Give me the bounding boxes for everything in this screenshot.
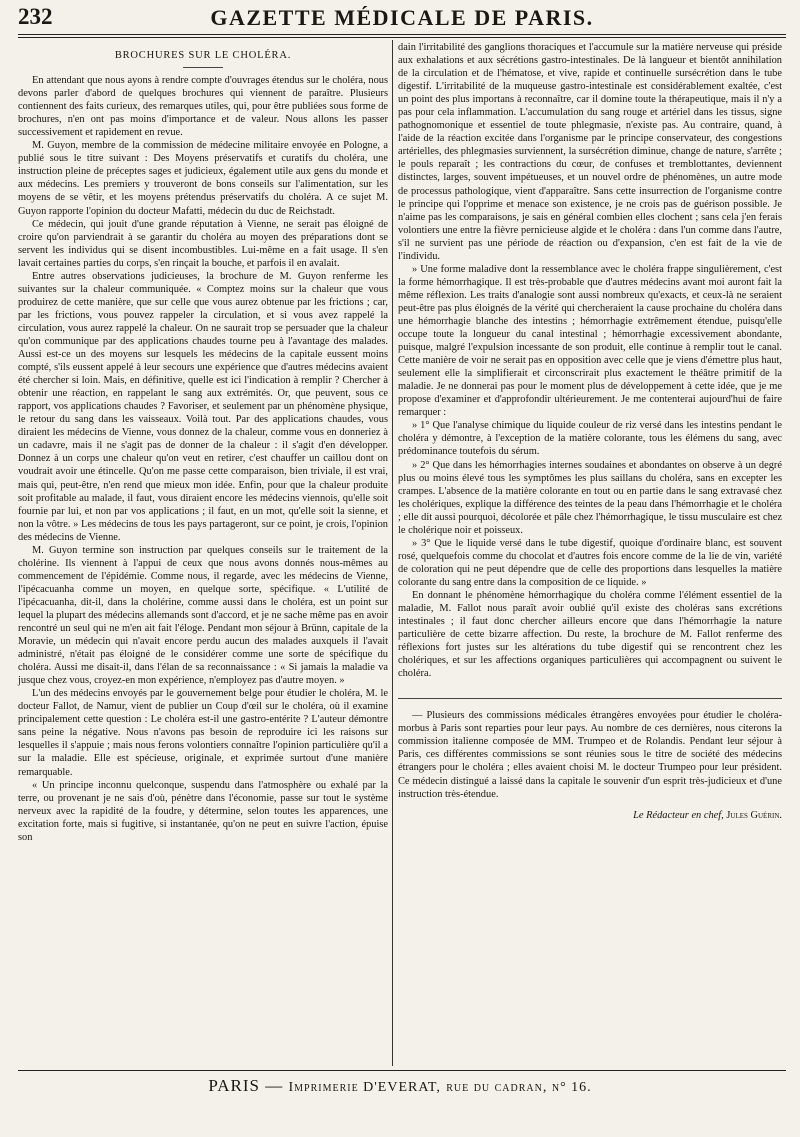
signature-name: Jules Guérin. [726,809,782,821]
paragraph: » 2° Que dans les hémorrhagies internes soudaines et abondantes on observe à un degré plus ou moins élevé tous les symptômes les plus saillans du choléra, sans en excepter les crampes. L'absence de la matière colorante en tout ou en partie dans le sang extravasé chez les cholériques, explique la différence des teintes de la peau dans l'hémorrhagie et le choléra ; elle dit aussi pourquoi, décolorée et pâle chez l'hémorrhagique, le tissu musculaire est chez le cholérique noir et poisseux. [398,459,782,536]
paragraph: M. Guyon termine son instruction par quelques conseils sur le traitement de la cholérine. Ils viennent à l'appui de ceux que nous avons donnés nous-mêmes au commencement de l'épidémie. Comme nous, il regarde, avec les médecins de Vienne, l'ipécacuanha comme un moyen, en quelque sorte, spécifique. « L'utilité de l'ipécacuanha, dit-il, dans la cholérine, comme aussi dans le choléra, est un point sur lequel la plupart des médecins allemands sont d'accord, et je ne sache même pas en avoir rencontré un seul qui ne m'en ait fait l'éloge. Pendant mon séjour à Brünn, capitale de la Moravie, un médecin qui n'avait encore perdu aucun des malades auxquels il l'avait administré, n'était pas éloigné de le considérer comme une sorte de spécifique du choléra. Aussi me disait-il, dans l'élan de sa reconnaissance : « Si jamais la maladie va jusque chez vous, croyez-en mon expérience, n'employez pas d'autre moyen. » [18,544,388,687]
masthead-title: GAZETTE MÉDICALE DE PARIS. [210,5,594,30]
paragraph: Entre autres observations judicieuses, la brochure de M. Guyon renferme les suivantes sur la chaleur communiquée. « Comptez moins sur la chaleur que vous produirez de cette manière, que sur celle que vous aurez obtenue par les frictions ; car, par les frictions, vous pouvez rappeler la circulation, et si vous avez rappelé la circulation, vous aurez rappelé la chaleur. On ne saurait trop se persuader que la chaleur qu'on communique par des applications chaudes tourne peu à l'avantage des malades. Aussi est-ce un des moyens sur lesquels les médecins de la capitale eussent moins compté, s'ils eussent appelé à leur secours une expérience que d'autres médecins avaient été chercher si loin. Mais, en définitive, quelle est ici l'indication à remplir ? Chercher à obtenir une réaction, en rappelant le sang aux extrémités. Or, que peuvent, sous ce rapport, vos applications chaudes ? Favoriser, et seulement par un phénomène physique, le retour du sang dans les vaisseaux. Voilà tout. Par des applications chaudes, vous diraient les médecins de Vienne, vous donnez de la chaleur, comme vous en donneriez à un cadavre, mais il ne s'agit pas de donner de la chaleur : il s'agit d'en développer. Donnez à un corps une chaleur qu'on veut en retirer, c'est chauffer un caillou dont on voudrait avoir une étincelle. Qu'on me passe cette comparaison, bien triviale, il est vrai, mais qui, peut-être, n'en rend que mieux mon idée. Enfin, pour que la chaleur produite soit profitable au malade, il faut, vous diraient encore les médecins viennois, qu'elle soit fournie par lui, et non par vos applications ; il faut, en un mot, qu'elle soit la sienne, et non la vôtre. » Les médecins de tous les pays partageront, sur ce point, je crois, l'opinion des médecins de Vienne. [18,270,388,543]
paragraph: » 3° Que le liquide versé dans le tube digestif, quoique d'ordinaire blanc, est souvent rosé, quelquefois comme du chocolat et d'autres fois encore comme de la lie de vin, variété de coloration qui ne peut dépendre que de celle des proportions dans lesquelles la matière colorante du sang entre dans la composition de ce liquide. » [398,537,782,588]
footer-address: rue du cadran, n° 16. [446,1080,592,1095]
footer-city: PARIS — [208,1076,284,1095]
paragraph: — Plusieurs des commissions médicales étrangères envoyées pour étudier le choléra-morbus à Paris sont reparties pour leur pays. Au nombre de ces dernières, nous citerons la commission italienne composée de MM. Trumpeo et de Rolandis. Pendant leur séjour à Paris, ces différentes commissions se sont réunies sous le titre de société des médecins étrangers pour le choléra ; elles avaient choisi M. le docteur Trumpeo pour leur président. Ce médecin distingué a laissé dans la capitale le souvenir d'un esprit très-judicieux et d'une instruction très-étendue. [398,710,782,800]
signature [398,809,782,822]
paragraph: » 1° Que l'analyse chimique du liquide couleur de riz versé dans les intestins pendant le choléra y démontre, à l'exception de la matière colorante, tous les élémens du sang, avec prédominance toutefois du sérum. [398,420,782,458]
paragraph: En donnant le phénomène hémorrhagique du choléra comme l'élément essentiel de la maladie, M. Fallot nous paraît avoir oublié qu'il existe des choléras sans excrétions intestinales ; il faut donc chercher ailleurs encore que dans l'hémorrhagie la nature particulière de cette bizarre affection. Du reste, la brochure de M. Fallot renferme des réflexions fort justes sur les altérations du tube digestif qui se rencontrent chez les cholériques, et sur les affections organiques particulières qui accompagnent ou suivent le choléra. [398,589,782,680]
paragraph: En attendant que nous ayons à rendre compte d'ouvrages étendus sur le choléra, nous devons parler d'abord de quelques brochures qui viennent de paraître. Plusieurs contiennent des faits curieux, des remarques utiles, qui, pour être publiées sous forme de brochures, n'en ont pas moins d'importance et de valeur. Nous allons les passer successivement et rapidement en revue. [18,75,388,139]
signature-label: Le Rédacteur en chef, [633,809,724,821]
footer-printer: Imprimerie D'EVERAT, [288,1080,441,1095]
left-column [18,41,388,844]
header-rule [18,37,786,38]
article-separator [398,698,782,699]
paragraph: L'un des médecins envoyés par le gouvernement belge pour étudier le choléra, M. le docteur Fallot, de Namur, vient de publier un Coup d'œil sur le choléra, où il examine principalement cette question : Le choléra est-il une gastro-entérite ? L'auteur démontre sans peine la négative. Nous n'avons pas besoin de reproduire ici les raisons sur lesquelles il s'appuie ; mais nous ferons volontiers connaître l'opinion particulière qu'il a sur la maladie. Elle est spécieuse, originale, et exprimée surtout d'une manière remarquable. [18,688,388,778]
page-header [18,4,786,35]
paragraph: Ce médecin, qui jouit d'une grande réputation à Vienne, ne serait pas éloigné de croire qu'on parviendrait à se garantir du choléra au moyen des préparations dont se servent les individus qui se disent incombustibles. Lui-même en a fait usage. Il s'en lavait certaines parties du corps, s'en rinçait la bouche, et parfois il en avalait. [18,218,388,269]
paragraph: » Une forme maladive dont la ressemblance avec le choléra frappe singulièrement, c'est la forme hémorrhagique. Il est très-probable que d'autres médecins avant moi auront fait la même réflexion. Les traits d'analogie sont aussi nombreux qu'exacts, et ceux-là ne seraient peut-être pas plus éloignés de la vérité qui chercheraient la cause prochaine du choléra dans une hémorrhagie blanche des intestins ; hémorrhagie extrêmement étendue, puisqu'elle occupe toute la longueur du canal intestinal ; hémorrhagie excessivement abondante, puisque, malgré l'expulsion incessante de son produit, elle continue à remplir tout le canal. Cette manière de voir ne serait pas en opposition avec celle que je viens d'émettre plus haut, seulement elle la simplifierait et circonscrirait plus exactement le théâtre primitif de la maladie. Je ne donnerai pas pour le moment plus de développement à cette idée, que je me propose d'examiner et d'approfondir ultérieurement. Je me contenterai aujourd'hui de faire remarquer : [398,263,782,419]
footer-rule [18,1070,786,1071]
paragraph: M. Guyon, membre de la commission de médecine militaire envoyée en Pologne, a publié sous le titre suivant : Des Moyens préservatifs et curatifs du choléra, une instruction pleine de préceptes sages et judicieux, également utile aux gens du monde et aux médecins. Les premiers y trouveront de bons conseils sur l'alimentation, sur les moyens de se vêtir, et les moyens prétendus préservatifs du choléra. A ce sujet M. Guyon rapporte l'opinion du docteur Mafatti, médecin du duc de Reichstadt. [18,140,388,217]
paragraph: « Un principe inconnu quelconque, suspendu dans l'atmosphère ou exhalé par la terre, ou provenant je ne sais d'où, pénètre dans l'économie, passe sur tout le système nerveux avec la rapidité de la foudre, y détermine, selon toutes les apparences, une excitation forte, mais si fugitive, si instantanée, qu'on ne peut en suivre l'action, épuise son [18,779,388,843]
section-title: BROCHURES SUR LE CHOLÉRA. [114,50,292,61]
right-column [398,41,782,822]
imprint-footer [0,1076,800,1096]
paragraph: dain l'irritabilité des ganglions thoraciques et l'accumule sur la matière nerveuse qui préside aux exhalations et aux sécrétions gastro-intestinales. De là langueur et bientôt annihilation de la circulation et de l'hématose, et vive, rapide et continuelle sursécrétion dans le tube digestif. L'irritabilité de la muqueuse gastro-intestinale est considérablement exaltée, c'est un point des plus importans à reconnaître, car il domine toute la thérapeutique, mais il n'y a pas pour cela inflammation. L'accumulation du sang rouge et artériel dans les tissus, signe pathognomonique et essentiel de toute phlegmasie, n'existe pas. Au contraire, quand, à l'aide de la réaction excitée dans l'organisme par le principe conservateur, des congestions artérielles, des phlegmasies surviennent, la sursécrétion diminue, change de nature, s'arrête ; le pouls reparaît ; les contractions du cœur, de confuses et tremblottantes, deviennent distinctes, larges, souvent impétueuses, et un nouvel ordre de phénomènes, un autre mode de processus pathologique, vient d'apparaître. Sans cette insurrection de l'organisme contre le principe qui l'opprime et menace son existence, je ne crois pas de guérison possible. Je n'aime pas les comparaisons, je sais en général combien elles clochent ; sans cela j'en ferais volontiers une entre la fièvre pernicieuse algide et le choléra : dans l'un comme dans l'autre, s'il ne survient pas une période de réaction ou d'expansion, c'en est fait de la vie de l'individu. [398,42,782,262]
title-separator [183,67,223,68]
page-number: 232 [18,4,53,29]
column-divider [392,40,393,1066]
